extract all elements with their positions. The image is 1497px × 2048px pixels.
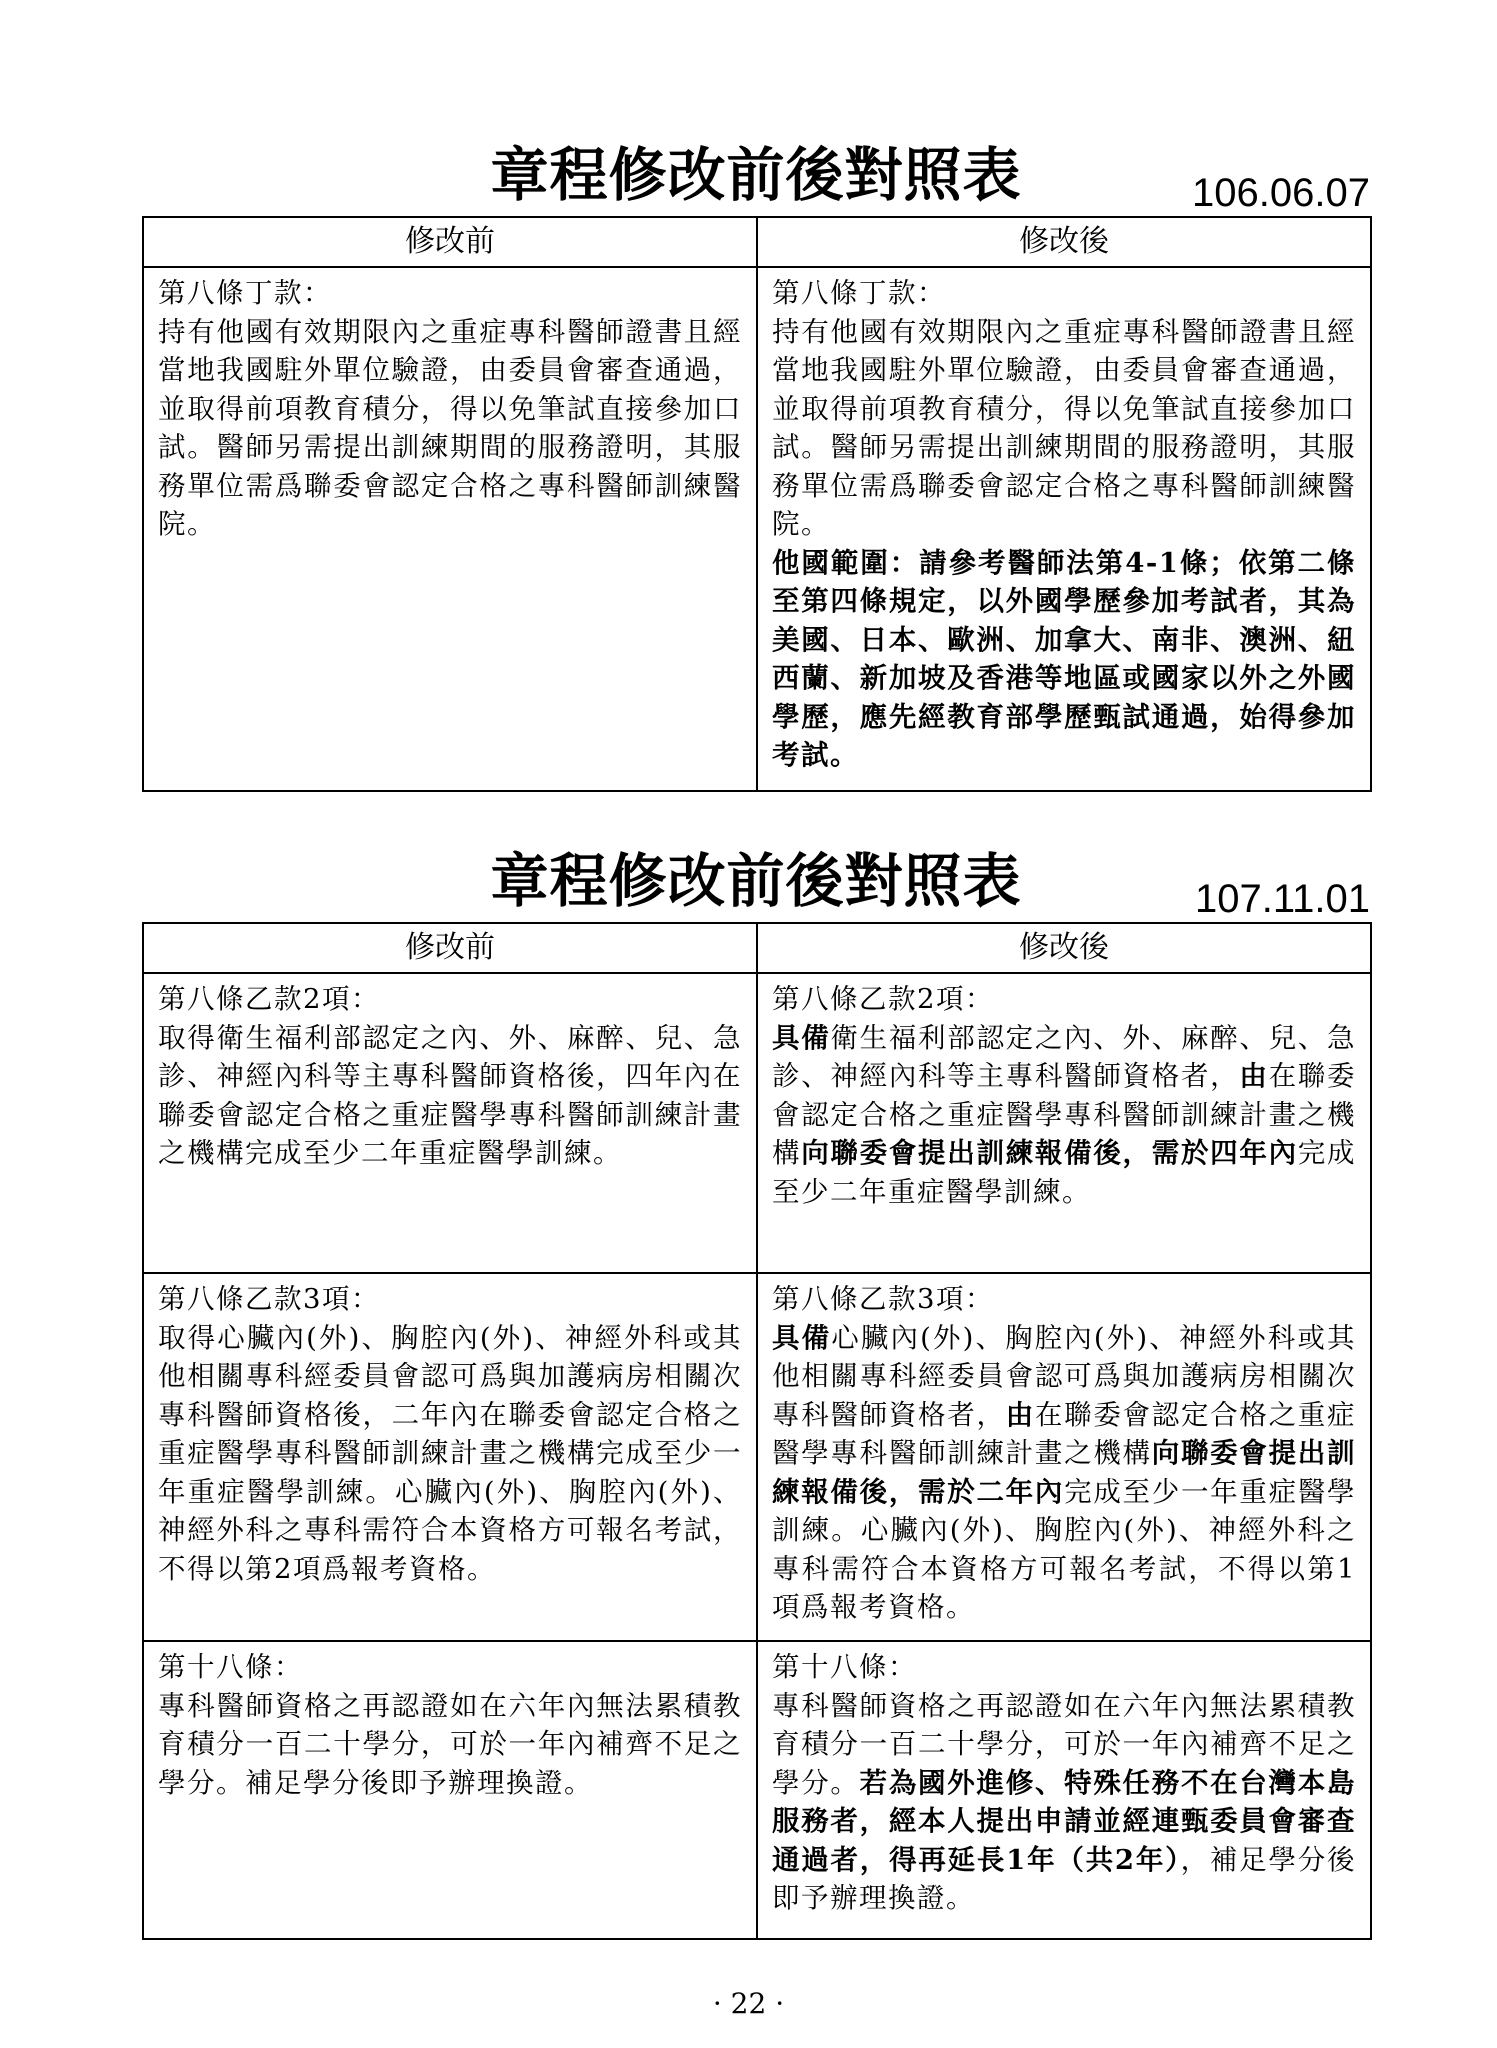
- text-run-bold: 由: [1239, 1060, 1269, 1092]
- clause-text: [772, 544, 1356, 775]
- cell-before: [143, 973, 757, 1273]
- column-header-after: 修改後: [757, 923, 1371, 973]
- clause-heading: [158, 1280, 742, 1319]
- text-run: 專科醫師資格之再認證如在六年內無法累積教育積分一百二十學分，可於一年內補齊不足之學分。: [772, 1689, 1356, 1799]
- comparison-table-2: [142, 922, 1372, 1940]
- text-run: 在聯委會認定合格之重症醫學專科醫師訓練計畫之機構: [772, 1060, 1357, 1169]
- column-header-before: 修改前: [143, 217, 757, 267]
- text-run: 第八條丁款：: [158, 277, 332, 309]
- text-run: 完成至少二年重症醫學訓練。: [772, 1137, 1357, 1208]
- text-run: 專科醫師資格之再認證如在六年內無法累積教育積分一百二十學分，可於一年內補齊不足之學分。補足學分後即予辦理換證。: [158, 1689, 742, 1799]
- cell-before: [143, 1273, 757, 1641]
- text-run-bold: 由: [1005, 1398, 1035, 1431]
- clause-heading: [772, 274, 1356, 313]
- text-run-bold: 具備: [772, 1321, 832, 1354]
- clause-text: [158, 1687, 742, 1803]
- text-run: 取得心臟內(外)、胸腔內(外)、神經外科或其他相關專科經委員會認可爲與加護病房相關次專科醫師資格後，二年內在聯委會認定合格之重症醫學專科醫師訓練計畫之機構完成至少一年重症醫學訓練。心臟內(外)、胸腔內(外)、神經外科之專科需符合本資格方可報名考試，不得以第2項爲報考資格。: [158, 1321, 742, 1585]
- text-run: ，補足學分後即予辦理換證。: [772, 1843, 1356, 1914]
- comparison-table-1: [142, 216, 1372, 792]
- text-run: 取得衛生福利部認定之內、外、麻醉、兒、急診、神經內科等主專科醫師資格後，四年內在聯委會認定合格之重症醫學專科醫師訓練計畫之機構完成至少二年重症醫學訓練。: [158, 1021, 742, 1169]
- section-heading-1: [142, 140, 1370, 220]
- cell-after: [757, 267, 1371, 791]
- column-header-before: 修改前: [143, 923, 757, 973]
- clause-text: [158, 1019, 742, 1173]
- text-run-bold: 具備: [772, 1021, 831, 1054]
- text-run: 第八條乙款2項：: [158, 983, 380, 1015]
- clause-heading: [772, 1280, 1356, 1319]
- text-run: 第八條乙款3項：: [158, 1283, 380, 1315]
- clause-heading: [158, 980, 742, 1019]
- page-number: · 22 ·: [712, 1987, 785, 2020]
- clause-text: [158, 1319, 742, 1589]
- section-title: 章程修改前後對照表: [490, 141, 1022, 209]
- table-row: [143, 1273, 1371, 1641]
- clause-heading: [158, 1648, 742, 1687]
- text-run-bold: 向聯委會提出訓練報備後，需於四年內: [801, 1137, 1298, 1169]
- text-run: 第十八條：: [772, 1651, 917, 1683]
- section-date: 107.11.01: [1195, 877, 1370, 921]
- clause-text: [158, 313, 742, 544]
- table-row: [143, 1641, 1371, 1939]
- clause-heading: [772, 1648, 1356, 1687]
- text-run: 第八條丁款：: [772, 277, 946, 309]
- clause-heading: [158, 274, 742, 313]
- text-run: 持有他國有效期限內之重症專科醫師證書且經當地我國駐外單位驗證，由委員會審查通過，並取得前項教育積分，得以免筆試直接參加口試。醫師另需提出訓練期間的服務證明，其服務單位需爲聯委會認定合格之專科醫師訓練醫院。: [158, 315, 742, 540]
- section-title: 章程修改前後對照表: [490, 847, 1022, 915]
- text-run-bold: 他國範圍：請參考醫師法第4-1條；依第二條至第四條規定，以外國學歷參加考試者，其為美國、日本、歐洲、加拿大、南非、澳洲、紐西蘭、新加坡及香港等地區或國家以外之外國學歷，應先經教育部學歷甄試通過，始得參加考試。: [772, 546, 1356, 771]
- column-header-after: 修改後: [757, 217, 1371, 267]
- table-row: [143, 267, 1371, 791]
- text-run: 完成至少一年重症醫學訓練。心臟內(外)、胸腔內(外)、神經外科之專科需符合本資格方可報名考試，不得以第1項爲報考資格。: [772, 1475, 1357, 1623]
- text-run: 第八條乙款3項：: [772, 1283, 994, 1315]
- text-run: 第八條乙款2項：: [772, 983, 994, 1015]
- text-run-bold: 若為國外進修、特殊任務不在台灣本島服務者，經本人提出申請並經連甄委員會審查通過者，得再延長1年（共2年）: [772, 1766, 1357, 1876]
- text-run: 第十八條：: [158, 1651, 303, 1683]
- section-date: 106.06.07: [1192, 171, 1370, 215]
- table-header-row: [143, 923, 1371, 973]
- text-run: 在聯委會認定合格之重症醫學專科醫師訓練計畫之機構: [772, 1398, 1357, 1469]
- text-run: 心臟內(外)、胸腔內(外)、神經外科或其他相關專科經委員會認可爲與加護病房相關次專科醫師資格者，: [772, 1321, 1356, 1431]
- clause-text: [772, 313, 1356, 544]
- cell-before: [143, 267, 757, 791]
- clause-text: [772, 1319, 1356, 1627]
- cell-before: [143, 1641, 757, 1939]
- clause-heading: [772, 980, 1356, 1019]
- text-run: 持有他國有效期限內之重症專科醫師證書且經當地我國駐外單位驗證，由委員會審查通過，並取得前項教育積分，得以免筆試直接參加口試。醫師另需提出訓練期間的服務證明，其服務單位需爲聯委會認定合格之專科醫師訓練醫院。: [772, 315, 1356, 540]
- cell-after: [757, 973, 1371, 1273]
- section-heading-2: [142, 846, 1370, 926]
- text-run: 衛生福利部認定之內、外、麻醉、兒、急診、神經內科等主專科醫師資格者，: [772, 1021, 1356, 1092]
- cell-after: [757, 1273, 1371, 1641]
- text-run-bold: 向聯委會提出訓練報備後，需於二年內: [772, 1437, 1357, 1508]
- table-header-row: [143, 217, 1371, 267]
- clause-text: [772, 1687, 1356, 1918]
- clause-text: [772, 1019, 1356, 1212]
- table-row: [143, 973, 1371, 1273]
- cell-after: [757, 1641, 1371, 1939]
